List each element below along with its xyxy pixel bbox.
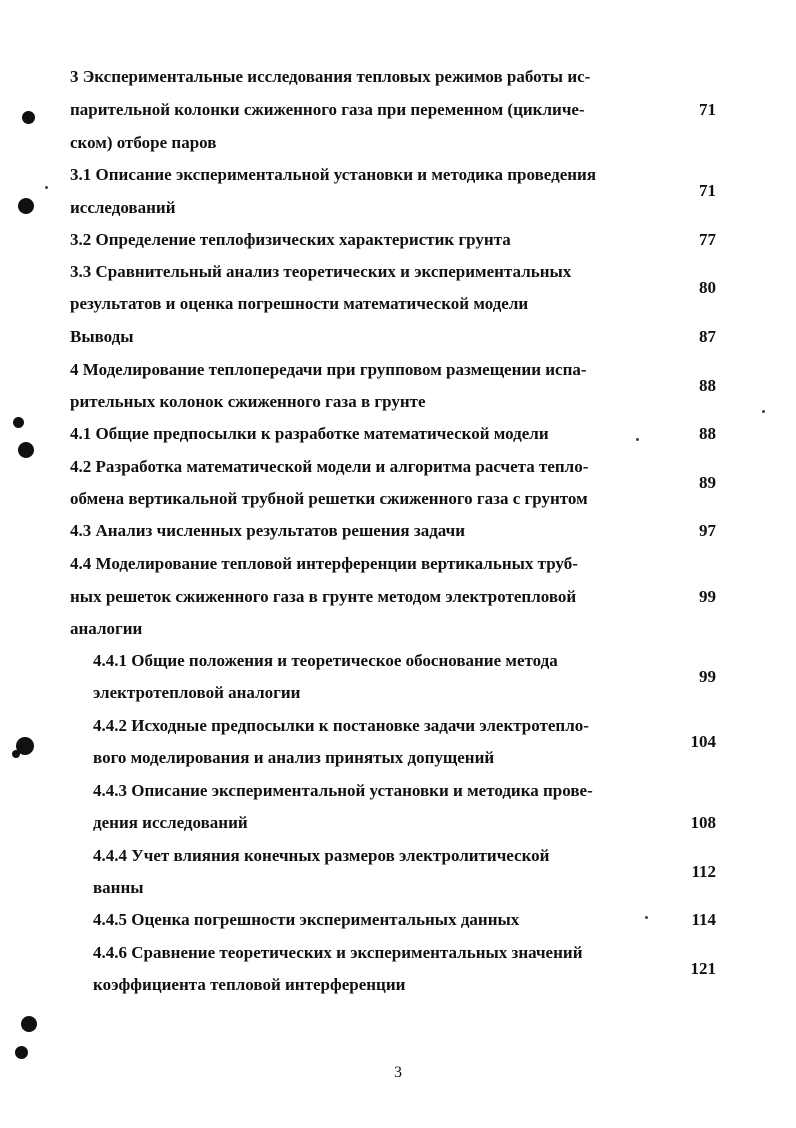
toc-page-number: 112: [691, 862, 716, 881]
toc-entry-line: 4.4.1 Общие положения и теоретическое обоснование метода: [93, 651, 558, 670]
toc-page-number: 88: [699, 424, 716, 443]
punch-hole-mark: [13, 417, 24, 428]
toc-entry-line: вого моделирования и анализ принятых допущений: [93, 748, 495, 767]
punch-hole-mark: [21, 1016, 37, 1032]
scan-speck: [45, 186, 48, 189]
toc-entry-line: 4 Моделирование теплопередачи при групповом размещении испа-: [70, 360, 587, 379]
toc-entry-line: ных решеток сжиженного газа в грунте методом электротепловой: [70, 587, 577, 606]
toc-page-number: 89: [699, 473, 716, 492]
scan-speck: [762, 410, 765, 413]
toc-entry-line: дения исследований: [93, 813, 248, 832]
toc-page-number: 99: [699, 587, 716, 606]
toc-entry-line: аналогии: [70, 619, 143, 638]
toc-entry-line: результатов и оценка погрешности математической модели: [70, 294, 529, 313]
toc-entry-line: 3 Экспериментальные исследования тепловых режимов работы ис-: [70, 67, 591, 86]
page-number: 3: [394, 1064, 402, 1081]
toc-entry-line: ском) отборе паров: [70, 133, 217, 152]
toc-entry-line: обмена вертикальной трубной решетки сжиженного газа с грунтом: [70, 489, 588, 508]
punch-hole-mark: [18, 442, 34, 458]
toc-entry-line: электротепловой аналогии: [93, 683, 301, 702]
toc-page-number: 97: [699, 521, 716, 540]
toc-entry-line: 3.2 Определение теплофизических характеристик грунта: [70, 230, 511, 249]
punch-hole-mark: [15, 1046, 28, 1059]
toc-entry-line: 4.4.2 Исходные предпосылки к постановке задачи электротепло-: [93, 716, 589, 735]
toc-page-number: 114: [691, 910, 716, 929]
toc-entry-line: Выводы: [70, 327, 134, 346]
punch-hole-mark: [22, 111, 35, 124]
toc-page-number: 104: [690, 732, 716, 751]
toc-page-number: 108: [690, 813, 716, 832]
toc-page-number: 77: [699, 230, 716, 249]
toc-entry-line: ванны: [93, 878, 144, 897]
toc-page-number: 80: [699, 278, 716, 297]
toc-entry-line: 4.4.6 Сравнение теоретических и экспериментальных значений: [93, 943, 583, 962]
toc-page-number: 71: [699, 100, 716, 119]
toc-entry-line: 4.4 Моделирование тепловой интерференции вертикальных труб-: [70, 554, 578, 573]
toc-entry-line: коэффициента тепловой интерференции: [93, 975, 406, 994]
toc-page-number: 88: [699, 376, 716, 395]
toc-entry-line: 3.3 Сравнительный анализ теоретических и экспериментальных: [70, 262, 572, 281]
punch-hole-mark: [18, 198, 34, 214]
toc-entry-line: рительных колонок сжиженного газа в грунте: [70, 392, 426, 411]
toc-page-number: 99: [699, 667, 716, 686]
toc-entry-line: 4.2 Разработка математической модели и алгоритма расчета тепло-: [70, 457, 589, 476]
toc-entry-line: 3.1 Описание экспериментальной установки и методика проведения: [70, 165, 597, 184]
toc-entry-line: 4.3 Анализ численных результатов решения задачи: [70, 521, 466, 540]
toc-page-number: 121: [690, 959, 716, 978]
toc-entry-line: парительной колонки сжиженного газа при переменном (цикличе-: [70, 100, 585, 119]
toc-entry-line: 4.4.5 Оценка погрешности экспериментальных данных: [93, 910, 520, 929]
scan-speck: [645, 916, 648, 919]
toc-entry-line: 4.1 Общие предпосылки к разработке математической модели: [70, 424, 549, 443]
toc-entry-line: 4.4.3 Описание экспериментальной установки и методика прове-: [93, 781, 593, 800]
toc-entry-line: исследований: [70, 198, 176, 217]
punch-hole-mark: [12, 750, 20, 758]
toc-entry-line: 4.4.4 Учет влияния конечных размеров электролитической: [93, 846, 550, 865]
toc-page-number: 71: [699, 181, 716, 200]
scan-speck: [636, 438, 639, 441]
toc-page-number: 87: [699, 327, 716, 346]
